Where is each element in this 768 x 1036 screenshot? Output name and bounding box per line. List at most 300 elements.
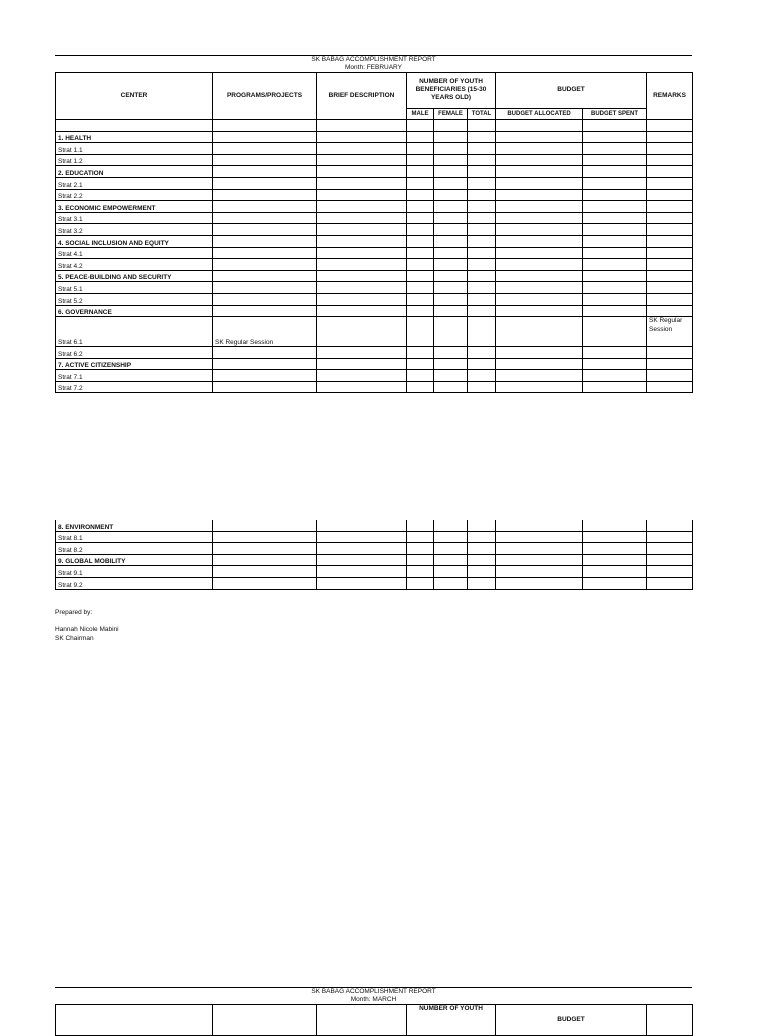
male-cell [407, 131, 434, 143]
female-cell [434, 317, 468, 347]
program-cell [213, 566, 317, 578]
program-cell [213, 131, 317, 143]
center-cell: Strat 4.1 [56, 247, 213, 259]
remarks-cell [647, 143, 693, 155]
budget-allocated-cell [496, 520, 583, 531]
male-cell [407, 247, 434, 259]
header-total: TOTAL [468, 108, 496, 120]
report-title: SK BABAG ACCOMPLISHMENT REPORT [311, 988, 436, 995]
total-cell [468, 259, 496, 271]
remarks-cell [647, 224, 693, 236]
budget-allocated-cell [496, 224, 583, 236]
program-cell [213, 154, 317, 166]
budget-spent-cell [583, 270, 647, 282]
program-cell [213, 177, 317, 189]
budget-allocated-cell [496, 531, 583, 543]
center-cell: Strat 4.2 [56, 259, 213, 271]
description-cell [317, 520, 407, 531]
total-cell [468, 270, 496, 282]
table-row [56, 224, 693, 236]
prepared-by-label: Prepared by: [55, 609, 93, 616]
header-brief-description: BRIEF DESCRIPTION [317, 73, 407, 120]
budget-allocated-cell [496, 358, 583, 370]
female-cell [434, 154, 468, 166]
center-cell: Strat 9.2 [56, 577, 213, 589]
report-march [55, 987, 692, 1036]
program-cell [213, 189, 317, 201]
female-cell [434, 131, 468, 143]
male-cell [407, 177, 434, 189]
table-row [56, 317, 693, 347]
budget-spent-cell [583, 293, 647, 305]
remarks-cell [647, 131, 693, 143]
table-row [56, 554, 693, 566]
table-row [56, 131, 693, 143]
total-cell [468, 370, 496, 382]
budget-spent-cell [583, 520, 647, 531]
remarks-cell [647, 189, 693, 201]
center-cell: Strat 6.2 [56, 347, 213, 359]
budget-spent-cell [583, 177, 647, 189]
description-cell [317, 554, 407, 566]
description-cell [317, 177, 407, 189]
header-beneficiaries: NUMBER OF YOUTH [407, 1005, 496, 1036]
female-cell [434, 235, 468, 247]
table-row [56, 177, 693, 189]
remarks-cell: SK Regular Session [647, 317, 693, 347]
header-female: FEMALE [434, 108, 468, 120]
program-cell [213, 212, 317, 224]
program-cell [213, 270, 317, 282]
description-cell [317, 293, 407, 305]
remarks-cell [647, 554, 693, 566]
total-cell [468, 577, 496, 589]
header-beneficiaries: NUMBER OF YOUTH BENEFICIARIES (15-30 YEARS OLD) [407, 73, 496, 109]
table-row [56, 577, 693, 589]
female-cell [434, 143, 468, 155]
remarks-cell [647, 305, 693, 317]
budget-spent-cell [583, 282, 647, 294]
female-cell [434, 282, 468, 294]
female-cell [434, 531, 468, 543]
budget-allocated-cell [496, 270, 583, 282]
budget-spent-cell [583, 566, 647, 578]
remarks-cell [647, 381, 693, 393]
description-cell [317, 531, 407, 543]
remarks-cell [647, 370, 693, 382]
program-cell [213, 554, 317, 566]
budget-allocated-cell [496, 154, 583, 166]
female-cell [434, 566, 468, 578]
center-cell: 9. GLOBAL MOBILITY [56, 554, 213, 566]
budget-allocated-cell [496, 235, 583, 247]
center-cell: Strat 6.1 [56, 317, 213, 347]
female-cell [434, 543, 468, 555]
total-cell [468, 154, 496, 166]
program-cell [213, 143, 317, 155]
female-cell [434, 224, 468, 236]
total-cell [468, 543, 496, 555]
table-row [56, 543, 693, 555]
program-cell [213, 247, 317, 259]
remarks-cell [647, 543, 693, 555]
table-row [56, 259, 693, 271]
total-cell [468, 143, 496, 155]
header-budget-allocated: BUDGET ALLOCATED [496, 108, 583, 120]
remarks-cell [647, 347, 693, 359]
remarks-cell [647, 177, 693, 189]
center-cell: 8. ENVIRONMENT [56, 520, 213, 531]
total-cell [468, 177, 496, 189]
budget-spent-cell [583, 358, 647, 370]
table-row [56, 566, 693, 578]
table-row [56, 531, 693, 543]
female-cell [434, 381, 468, 393]
remarks-cell [647, 577, 693, 589]
male-cell [407, 347, 434, 359]
report-table [55, 72, 693, 393]
description-cell [317, 270, 407, 282]
description-cell [317, 317, 407, 347]
header-budget: BUDGET [496, 1005, 647, 1036]
remarks-cell [647, 531, 693, 543]
description-cell [317, 154, 407, 166]
budget-allocated-cell [496, 259, 583, 271]
male-cell [407, 270, 434, 282]
program-cell [213, 531, 317, 543]
male-cell [407, 381, 434, 393]
budget-spent-cell [583, 247, 647, 259]
budget-allocated-cell [496, 212, 583, 224]
program-cell [213, 224, 317, 236]
budget-spent-cell [583, 347, 647, 359]
description-cell [317, 305, 407, 317]
male-cell [407, 317, 434, 347]
header-center [56, 1005, 213, 1036]
female-cell [434, 347, 468, 359]
budget-spent-cell [583, 305, 647, 317]
center-cell: 5. PEACE-BUILDING AND SECURITY [56, 270, 213, 282]
center-cell: Strat 3.1 [56, 212, 213, 224]
budget-allocated-cell [496, 247, 583, 259]
center-cell: 6. GOVERNANCE [56, 305, 213, 317]
description-cell [317, 566, 407, 578]
table-row [56, 282, 693, 294]
budget-allocated-cell [496, 131, 583, 143]
program-cell [213, 358, 317, 370]
female-cell [434, 189, 468, 201]
signatory-position: SK Chairman [55, 634, 94, 642]
center-cell: 2. EDUCATION [56, 166, 213, 178]
program-cell [213, 282, 317, 294]
male-cell [407, 531, 434, 543]
signatory [55, 626, 119, 643]
budget-allocated-cell [496, 347, 583, 359]
female-cell [434, 166, 468, 178]
remarks-cell [647, 566, 693, 578]
description-cell [317, 577, 407, 589]
description-cell [317, 247, 407, 259]
female-cell [434, 370, 468, 382]
total-cell [468, 347, 496, 359]
remarks-cell [647, 270, 693, 282]
description-cell [317, 282, 407, 294]
male-cell [407, 212, 434, 224]
program-cell [213, 347, 317, 359]
center-cell: Strat 2.2 [56, 189, 213, 201]
remarks-cell [647, 520, 693, 531]
female-cell [434, 201, 468, 213]
male-cell [407, 543, 434, 555]
center-cell: Strat 5.1 [56, 282, 213, 294]
male-cell [407, 224, 434, 236]
center-cell: Strat 5.2 [56, 293, 213, 305]
total-cell [468, 131, 496, 143]
total-cell [468, 305, 496, 317]
center-cell: Strat 2.1 [56, 177, 213, 189]
header-programs [213, 1005, 317, 1036]
total-cell [468, 531, 496, 543]
budget-spent-cell [583, 201, 647, 213]
center-cell: Strat 8.2 [56, 543, 213, 555]
male-cell [407, 143, 434, 155]
budget-spent-cell [583, 577, 647, 589]
program-cell [213, 201, 317, 213]
header-remarks: REMARKS [647, 73, 693, 120]
total-cell [468, 358, 496, 370]
male-cell [407, 166, 434, 178]
center-cell: Strat 1.1 [56, 143, 213, 155]
budget-spent-cell [583, 131, 647, 143]
table-row [56, 235, 693, 247]
program-cell [213, 543, 317, 555]
report-table-continuation [55, 520, 692, 590]
description-cell [317, 189, 407, 201]
budget-allocated-cell [496, 189, 583, 201]
budget-spent-cell [583, 154, 647, 166]
budget-spent-cell [583, 370, 647, 382]
table-row [56, 293, 693, 305]
female-cell [434, 177, 468, 189]
budget-spent-cell [583, 554, 647, 566]
report-february [55, 55, 692, 393]
total-cell [468, 566, 496, 578]
remarks-cell [647, 201, 693, 213]
table-row [56, 212, 693, 224]
budget-spent-cell [583, 543, 647, 555]
remarks-cell [647, 154, 693, 166]
budget-spent-cell [583, 189, 647, 201]
total-cell [468, 293, 496, 305]
table-row [56, 305, 693, 317]
budget-allocated-cell [496, 543, 583, 555]
table-row [56, 247, 693, 259]
total-cell [468, 247, 496, 259]
total-cell [468, 212, 496, 224]
program-cell [213, 235, 317, 247]
female-cell [434, 270, 468, 282]
male-cell [407, 305, 434, 317]
table-row [56, 189, 693, 201]
budget-spent-cell [583, 317, 647, 347]
center-cell: Strat 1.2 [56, 154, 213, 166]
male-cell [407, 358, 434, 370]
remarks-cell [647, 282, 693, 294]
female-cell [434, 554, 468, 566]
female-cell [434, 259, 468, 271]
total-cell [468, 235, 496, 247]
header-male: MALE [407, 108, 434, 120]
budget-allocated-cell [496, 143, 583, 155]
total-cell [468, 554, 496, 566]
header-budget: BUDGET [496, 73, 647, 109]
male-cell [407, 577, 434, 589]
male-cell [407, 293, 434, 305]
total-cell [468, 224, 496, 236]
description-cell [317, 381, 407, 393]
signatory-name: Hannah Nicole Mabini [55, 626, 119, 633]
budget-allocated-cell [496, 370, 583, 382]
table-row [56, 166, 693, 178]
description-cell [317, 259, 407, 271]
program-cell [213, 370, 317, 382]
budget-allocated-cell [496, 282, 583, 294]
budget-allocated-cell [496, 166, 583, 178]
center-cell: 7. ACTIVE CITIZENSHIP [56, 358, 213, 370]
budget-allocated-cell [496, 293, 583, 305]
budget-allocated-cell [496, 201, 583, 213]
total-cell [468, 282, 496, 294]
program-cell: SK Regular Session [213, 317, 317, 347]
description-cell [317, 543, 407, 555]
male-cell [407, 566, 434, 578]
table-row [56, 358, 693, 370]
table-row [56, 154, 693, 166]
description-cell [317, 131, 407, 143]
description-cell [317, 370, 407, 382]
program-cell [213, 381, 317, 393]
total-cell [468, 189, 496, 201]
program-cell [213, 305, 317, 317]
budget-allocated-cell [496, 177, 583, 189]
description-cell [317, 212, 407, 224]
male-cell [407, 554, 434, 566]
male-cell [407, 259, 434, 271]
description-cell [317, 143, 407, 155]
header-programs: PROGRAMS/PROJECTS [213, 73, 317, 120]
table-row [56, 270, 693, 282]
center-cell: Strat 8.1 [56, 531, 213, 543]
table-row [56, 347, 693, 359]
budget-spent-cell [583, 224, 647, 236]
header-center: CENTER [56, 73, 213, 120]
table-row [56, 520, 693, 531]
center-cell: Strat 7.1 [56, 370, 213, 382]
remarks-cell [647, 247, 693, 259]
budget-allocated-cell [496, 554, 583, 566]
budget-spent-cell [583, 235, 647, 247]
description-cell [317, 347, 407, 359]
budget-allocated-cell [496, 566, 583, 578]
description-cell [317, 166, 407, 178]
remarks-cell [647, 212, 693, 224]
male-cell [407, 282, 434, 294]
center-cell: 4. SOCIAL INCLUSION AND EQUITY [56, 235, 213, 247]
female-cell [434, 577, 468, 589]
male-cell [407, 370, 434, 382]
center-cell: Strat 9.1 [56, 566, 213, 578]
header-budget-spent: BUDGET SPENT [583, 108, 647, 120]
center-cell: Strat 7.2 [56, 381, 213, 393]
budget-spent-cell [583, 212, 647, 224]
female-cell [434, 520, 468, 531]
budget-spent-cell [583, 143, 647, 155]
description-cell [317, 201, 407, 213]
budget-spent-cell [583, 259, 647, 271]
total-cell [468, 166, 496, 178]
program-cell [213, 166, 317, 178]
female-cell [434, 293, 468, 305]
header-remarks [647, 1005, 693, 1036]
header-brief-description [317, 1005, 407, 1036]
female-cell [434, 212, 468, 224]
description-cell [317, 224, 407, 236]
program-cell [213, 293, 317, 305]
budget-spent-cell [583, 381, 647, 393]
male-cell [407, 520, 434, 531]
male-cell [407, 235, 434, 247]
center-cell: 1. HEALTH [56, 131, 213, 143]
report-title: SK BABAG ACCOMPLISHMENT REPORT [311, 56, 436, 63]
remarks-cell [647, 259, 693, 271]
remarks-cell [647, 358, 693, 370]
center-cell: 3. ECONOMIC EMPOWERMENT [56, 201, 213, 213]
report-month: Month: FEBRUARY [345, 64, 402, 71]
program-cell [213, 259, 317, 271]
female-cell [434, 358, 468, 370]
program-cell [213, 520, 317, 531]
female-cell [434, 247, 468, 259]
table-row [56, 143, 693, 155]
male-cell [407, 154, 434, 166]
budget-spent-cell [583, 166, 647, 178]
budget-allocated-cell [496, 317, 583, 347]
female-cell [434, 305, 468, 317]
table-row [56, 201, 693, 213]
remarks-cell [647, 166, 693, 178]
total-cell [468, 381, 496, 393]
male-cell [407, 189, 434, 201]
total-cell [468, 520, 496, 531]
table-row [56, 370, 693, 382]
continuation-table [55, 520, 693, 590]
budget-allocated-cell [496, 577, 583, 589]
male-cell [407, 201, 434, 213]
report-month: Month: MARCH [350, 996, 397, 1003]
remarks-cell [647, 293, 693, 305]
description-cell [317, 358, 407, 370]
center-cell: Strat 3.2 [56, 224, 213, 236]
total-cell [468, 317, 496, 347]
report-table [55, 1004, 693, 1036]
program-cell [213, 577, 317, 589]
remarks-cell [647, 235, 693, 247]
table-row [56, 381, 693, 393]
budget-spent-cell [583, 531, 647, 543]
budget-allocated-cell [496, 381, 583, 393]
total-cell [468, 201, 496, 213]
description-cell [317, 235, 407, 247]
